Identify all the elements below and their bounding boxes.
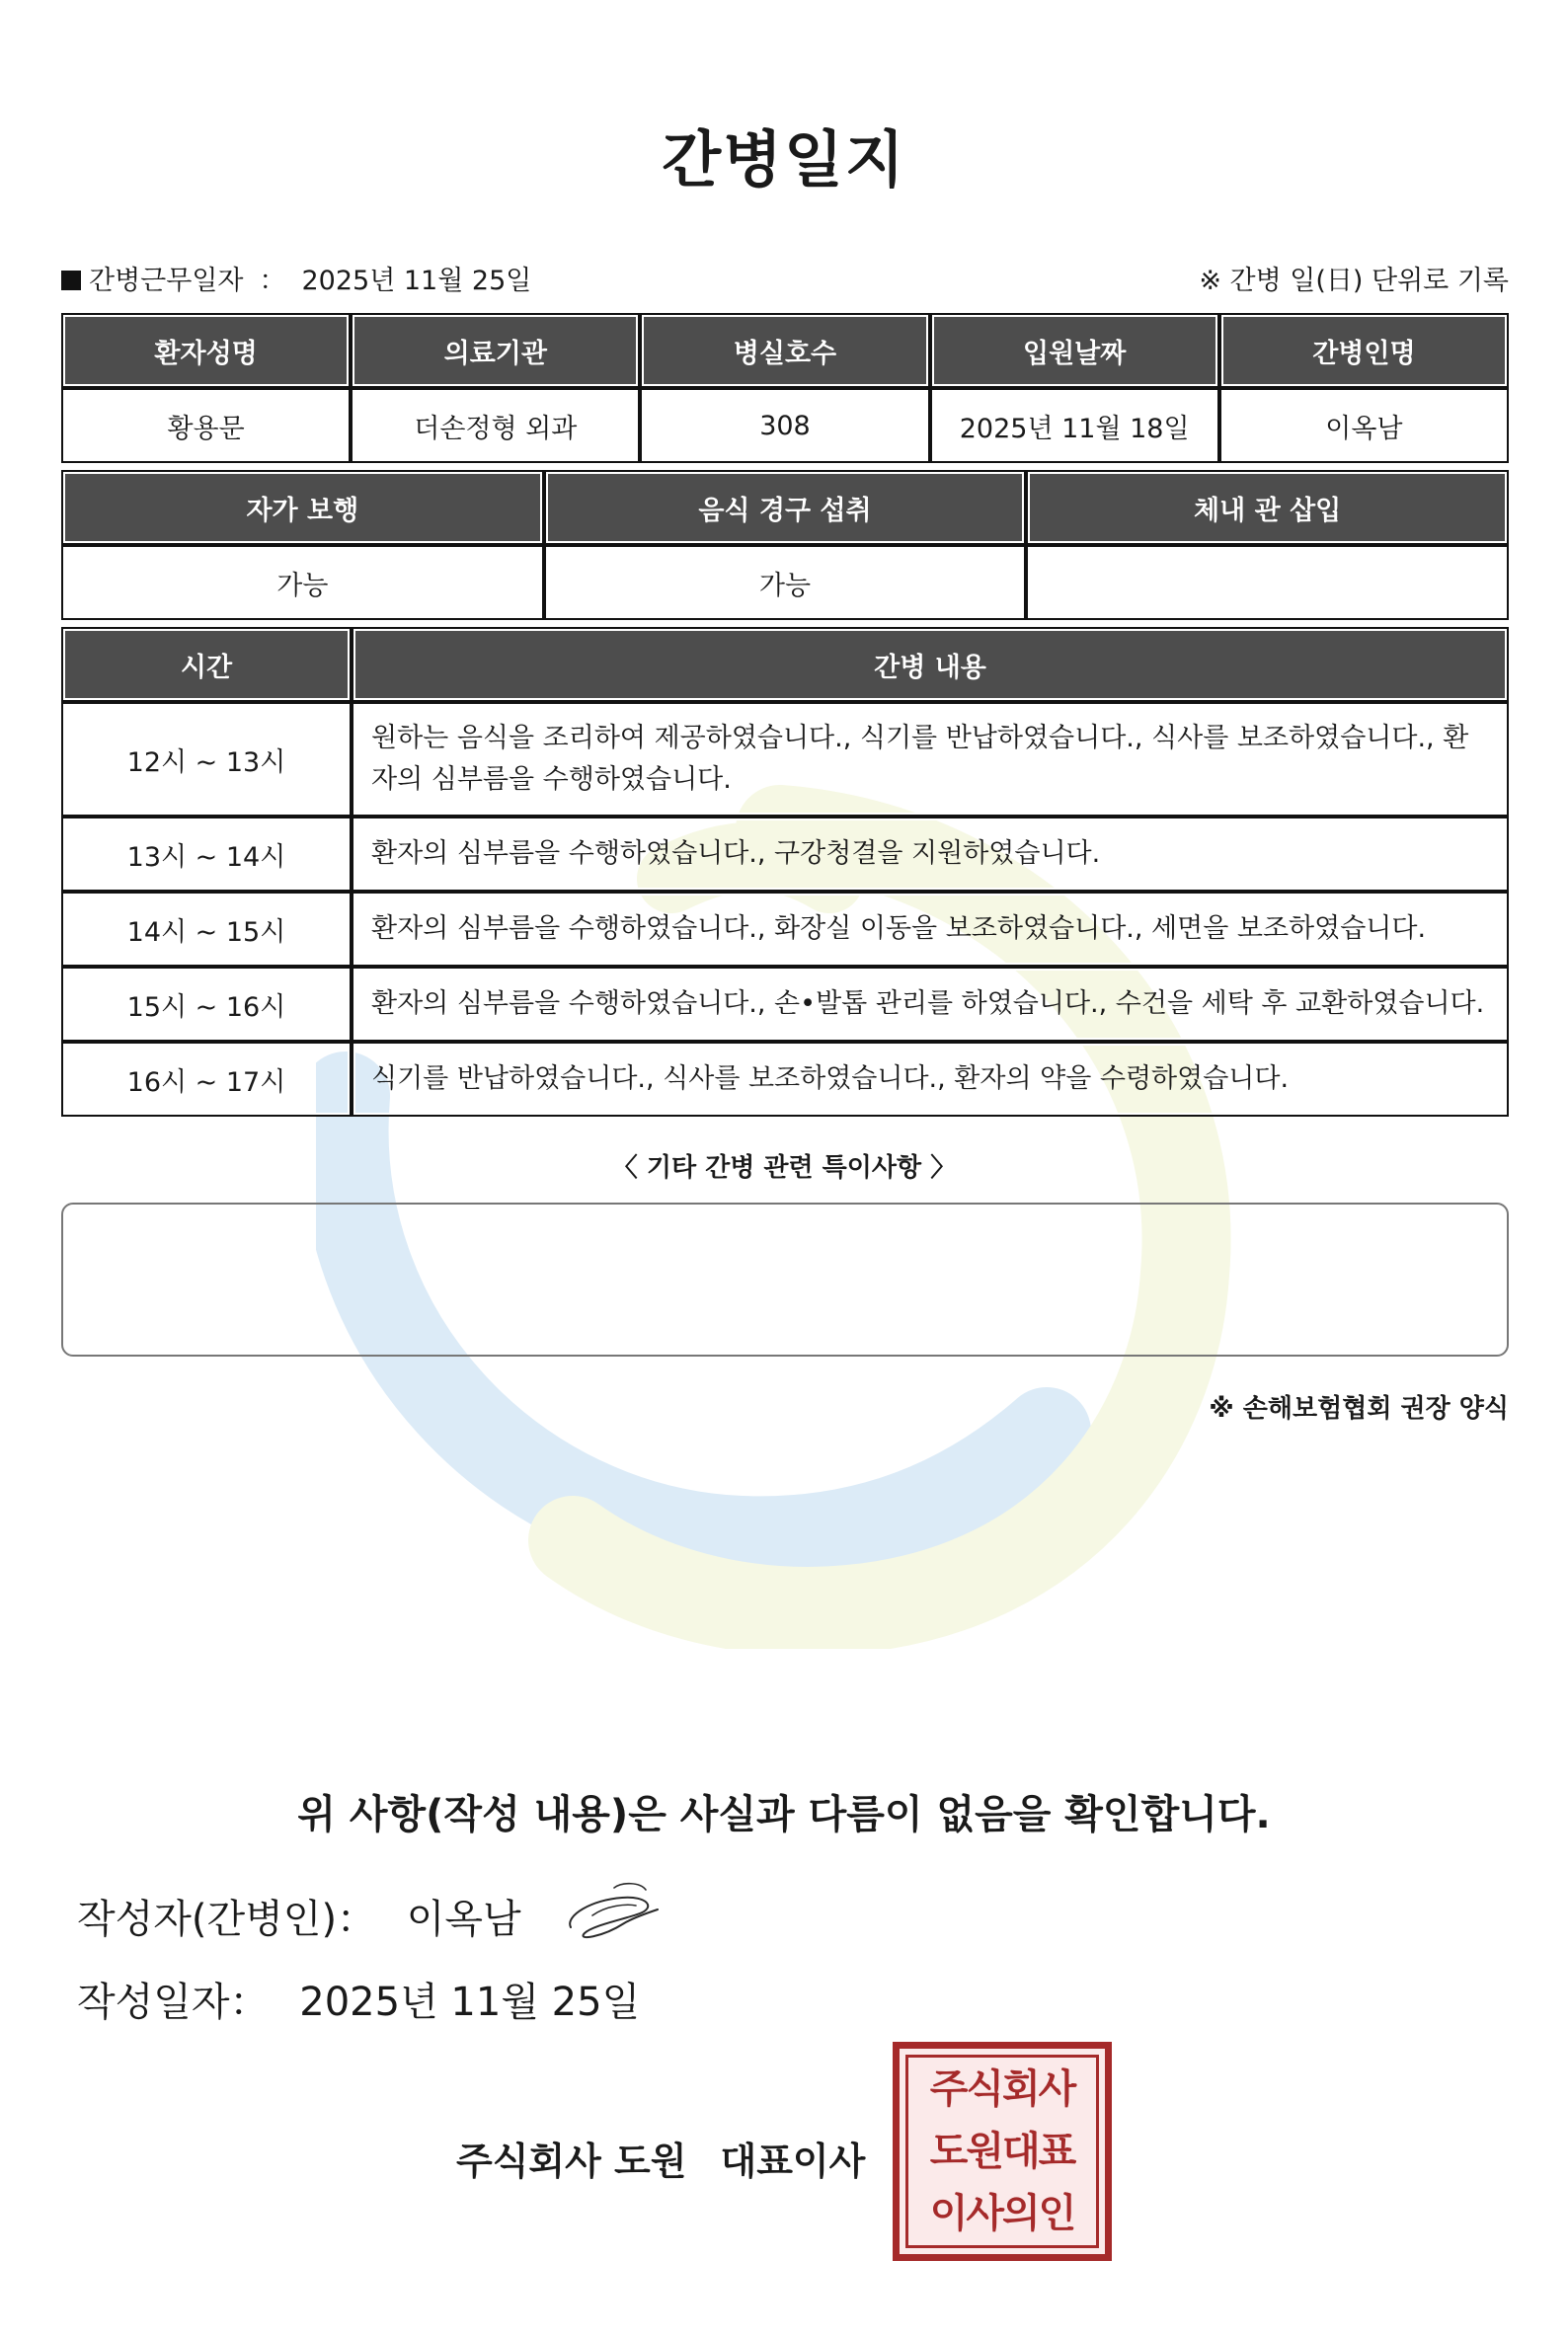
- log-time: 16시 ~ 17시: [61, 1042, 352, 1117]
- tube-insertion-value: [1026, 545, 1509, 620]
- company-role: 대표이사: [720, 2140, 866, 2183]
- room-number: 308: [640, 388, 929, 463]
- header-room-number: 병실호수: [640, 313, 929, 388]
- seal-line: 이사의인: [929, 2191, 1075, 2237]
- admission-date: 2025년 11월 18일: [930, 388, 1219, 463]
- patient-info-table: [61, 313, 1509, 463]
- written-date-label: 작성일자：: [77, 1980, 270, 2025]
- seal-line: 주식회사: [929, 2065, 1075, 2112]
- writer-name: 이옥남: [406, 1897, 521, 1942]
- table-row: [61, 1042, 1509, 1117]
- seal-inner: [905, 2055, 1099, 2248]
- header-care-content: 간병 내용: [352, 627, 1509, 702]
- seal-line: 도원대표: [929, 2128, 1075, 2174]
- table-row: [61, 702, 1509, 817]
- writer-label: 작성자(간병인)：: [77, 1897, 377, 1942]
- work-date-value: 2025년 11월 25일: [301, 266, 532, 296]
- log-content: 원하는 음식을 조리하여 제공하였습니다., 식기를 반납하였습니다., 식사를 보조하였습니다., 환자의 심부름을 수행하였습니다.: [352, 702, 1509, 817]
- header-patient-name: 환자성명: [61, 313, 351, 388]
- confirmation-statement: 위 사항(작성 내용)은 사실과 다름이 없음을 확인합니다.: [297, 1792, 1271, 1837]
- company-seal-stamp: [893, 2042, 1112, 2261]
- oral-intake-value: 가능: [544, 545, 1027, 620]
- document-title: 간병일지: [662, 123, 906, 195]
- header-hospital: 의료기관: [351, 313, 640, 388]
- written-date-line: [77, 1971, 640, 2027]
- signature-mark: [563, 1876, 662, 1945]
- log-content: 식기를 반납하였습니다., 식사를 보조하였습니다., 환자의 약을 수령하였습니다.: [352, 1042, 1509, 1117]
- log-time: 12시 ~ 13시: [61, 702, 352, 817]
- header-self-walking: 자가 보행: [61, 470, 544, 545]
- header-caregiver-name: 간병인명: [1219, 313, 1509, 388]
- hospital: 더손정형 외과: [351, 388, 640, 463]
- company-signature-line: [456, 2131, 865, 2185]
- header-time: 시간: [61, 627, 352, 702]
- written-date-value: 2025년 11월 25일: [299, 1980, 641, 2025]
- special-notes-box: [61, 1203, 1509, 1357]
- header-admission-date: 입원날짜: [930, 313, 1219, 388]
- recommended-form-note: ※ 손해보험협회 권장 양식: [1209, 1394, 1509, 1424]
- header-oral-intake: 음식 경구 섭취: [544, 470, 1027, 545]
- company-name: 주식회사 도원: [456, 2140, 687, 2183]
- work-date: [61, 259, 531, 297]
- special-notes-title: 〈 기타 간병 관련 특이사항 〉: [611, 1153, 957, 1183]
- patient-status-table: [61, 470, 1509, 620]
- log-content: 환자의 심부름을 수행하였습니다., 손•발톱 관리를 하였습니다., 수건을 세탁 후 교환하였습니다.: [352, 967, 1509, 1042]
- meta-row: [61, 259, 1509, 298]
- work-date-label: 간병근무일자: [89, 266, 244, 296]
- writer-line: [77, 1888, 521, 1944]
- daily-record-note: ※ 간병 일(日) 단위로 기록: [1199, 266, 1509, 296]
- care-log-table: [61, 627, 1509, 1117]
- table-row: [61, 967, 1509, 1042]
- square-bullet-icon: [61, 271, 81, 290]
- log-time: 14시 ~ 15시: [61, 892, 352, 967]
- log-content: 환자의 심부름을 수행하였습니다., 화장실 이동을 보조하였습니다., 세면을 보조하였습니다.: [352, 892, 1509, 967]
- log-time: 15시 ~ 16시: [61, 967, 352, 1042]
- log-content: 환자의 심부름을 수행하였습니다., 구강청결을 지원하였습니다.: [352, 817, 1509, 892]
- caregiver-name: 이옥남: [1219, 388, 1509, 463]
- log-time: 13시 ~ 14시: [61, 817, 352, 892]
- patient-name: 황용문: [61, 388, 351, 463]
- header-tube-insertion: 체내 관 삽입: [1026, 470, 1509, 545]
- work-date-separator: ：: [259, 266, 286, 296]
- self-walking-value: 가능: [61, 545, 544, 620]
- table-row: [61, 892, 1509, 967]
- table-row: [61, 817, 1509, 892]
